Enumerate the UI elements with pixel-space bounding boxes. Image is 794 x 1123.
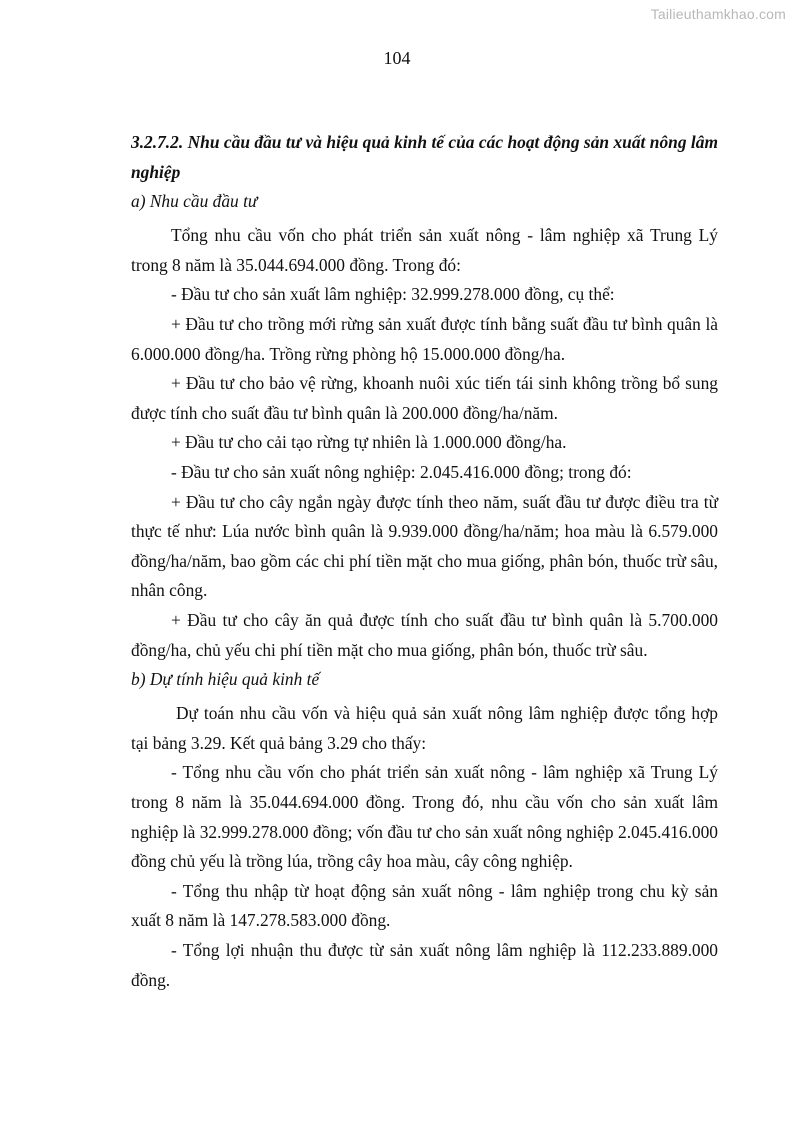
subheading-a: a) Nhu cầu đầu tư — [131, 191, 258, 212]
watermark: Tailieuthamkhao.com — [650, 6, 786, 22]
section-b-paragraphs — [131, 699, 718, 995]
paragraph-line: thực tế như: Lúa nước bình quân là 9.939.000 đồng/ha/năm; hoa màu là 6.579.000 — [131, 521, 718, 542]
paragraph-line: + Đầu tư cho cây ăn quả được tính cho suất đầu tư bình quân là 5.700.000 — [171, 610, 718, 630]
paragraph-line: trong 8 năm là 35.044.694.000 đồng. Trong đó: — [131, 254, 461, 275]
paragraph-line: + Đầu tư cho cải tạo rừng tự nhiên là 1.000.000 đồng/ha. — [171, 432, 567, 453]
paragraph-line: - Tổng lợi nhuận thu được từ sản xuất nông lâm nghiệp là 112.233.889.000 — [171, 940, 718, 961]
paragraph-line: + Đầu tư cho trồng mới rừng sản xuất được tính bằng suất đầu tư bình quân là — [171, 314, 718, 335]
subheading-b: b) Dự tính hiệu quả kinh tế — [131, 669, 320, 690]
paragraph-line: - Đầu tư cho sản xuất lâm nghiệp: 32.999.278.000 đồng, cụ thể: — [171, 284, 615, 305]
section-heading-line-1: 3.2.7.2. Nhu cầu đầu tư và hiệu quả kinh tế của các hoạt động sản xuất nông lâm — [131, 132, 718, 152]
paragraph-line: Dự toán nhu cầu vốn và hiệu quả sản xuất nông lâm nghiệp được tổng hợp — [176, 703, 718, 724]
paragraph-line: tại bảng 3.29. Kết quả bảng 3.29 cho thấy: — [131, 732, 427, 753]
paragraph-line: + Đầu tư cho cây ngắn ngày được tính theo năm, suất đầu tư được điều tra từ — [171, 491, 718, 512]
paragraph-line: đồng/ha, chủ yếu chi phí tiền mặt cho mua giống, phân bón, thuốc trừ sâu. — [131, 639, 648, 660]
paragraph-line: được tính cho suất đầu tư bình quân là 200.000 đồng/ha/năm. — [131, 402, 558, 423]
document-body — [131, 128, 718, 995]
paragraph-line: 6.000.000 đồng/ha. Trồng rừng phòng hộ 15.000.000 đồng/ha. — [131, 343, 566, 364]
page-number: 104 — [383, 48, 411, 68]
paragraph-line: + Đầu tư cho bảo vệ rừng, khoanh nuôi xúc tiến tái sinh không trồng bổ sung — [171, 373, 718, 394]
paragraph-line: Tổng nhu cầu vốn cho phát triển sản xuất nông - lâm nghiệp xã Trung Lý — [171, 225, 718, 246]
paragraph-line: nghiệp là 32.999.278.000 đồng; vốn đầu tư cho sản xuất nông nghiệp 2.045.416.000 — [131, 821, 718, 842]
paragraph-line: - Đầu tư cho sản xuất nông nghiệp: 2.045.416.000 đồng; trong đó: — [171, 462, 632, 483]
paragraph-line: - Tổng nhu cầu vốn cho phát triển sản xuất nông - lâm nghiệp xã Trung Lý — [171, 762, 718, 783]
paragraph-line: đồng chủ yếu là trồng lúa, trồng cây hoa màu, cây công nghiệp. — [131, 851, 573, 872]
paragraph-line: trong 8 năm là 35.044.694.000 đồng. Trong đó, nhu cầu vốn cho sản xuất lâm — [131, 792, 718, 813]
paragraph-line: xuất 8 năm là 147.278.583.000 đồng. — [131, 910, 391, 931]
section-a-paragraphs — [131, 221, 718, 665]
paragraph-line: đồng/ha/năm, bao gồm các chi phí tiền mặt cho mua giống, phân bón, thuốc trừ sâu, — [131, 550, 718, 571]
paragraph-line: - Tổng thu nhập từ hoạt động sản xuất nông - lâm nghiệp trong chu kỳ sản — [171, 880, 718, 901]
paragraph-line: đồng. — [131, 969, 171, 990]
paragraph-line: nhân công. — [131, 580, 208, 601]
section-heading-line-2: nghiệp — [131, 161, 181, 182]
